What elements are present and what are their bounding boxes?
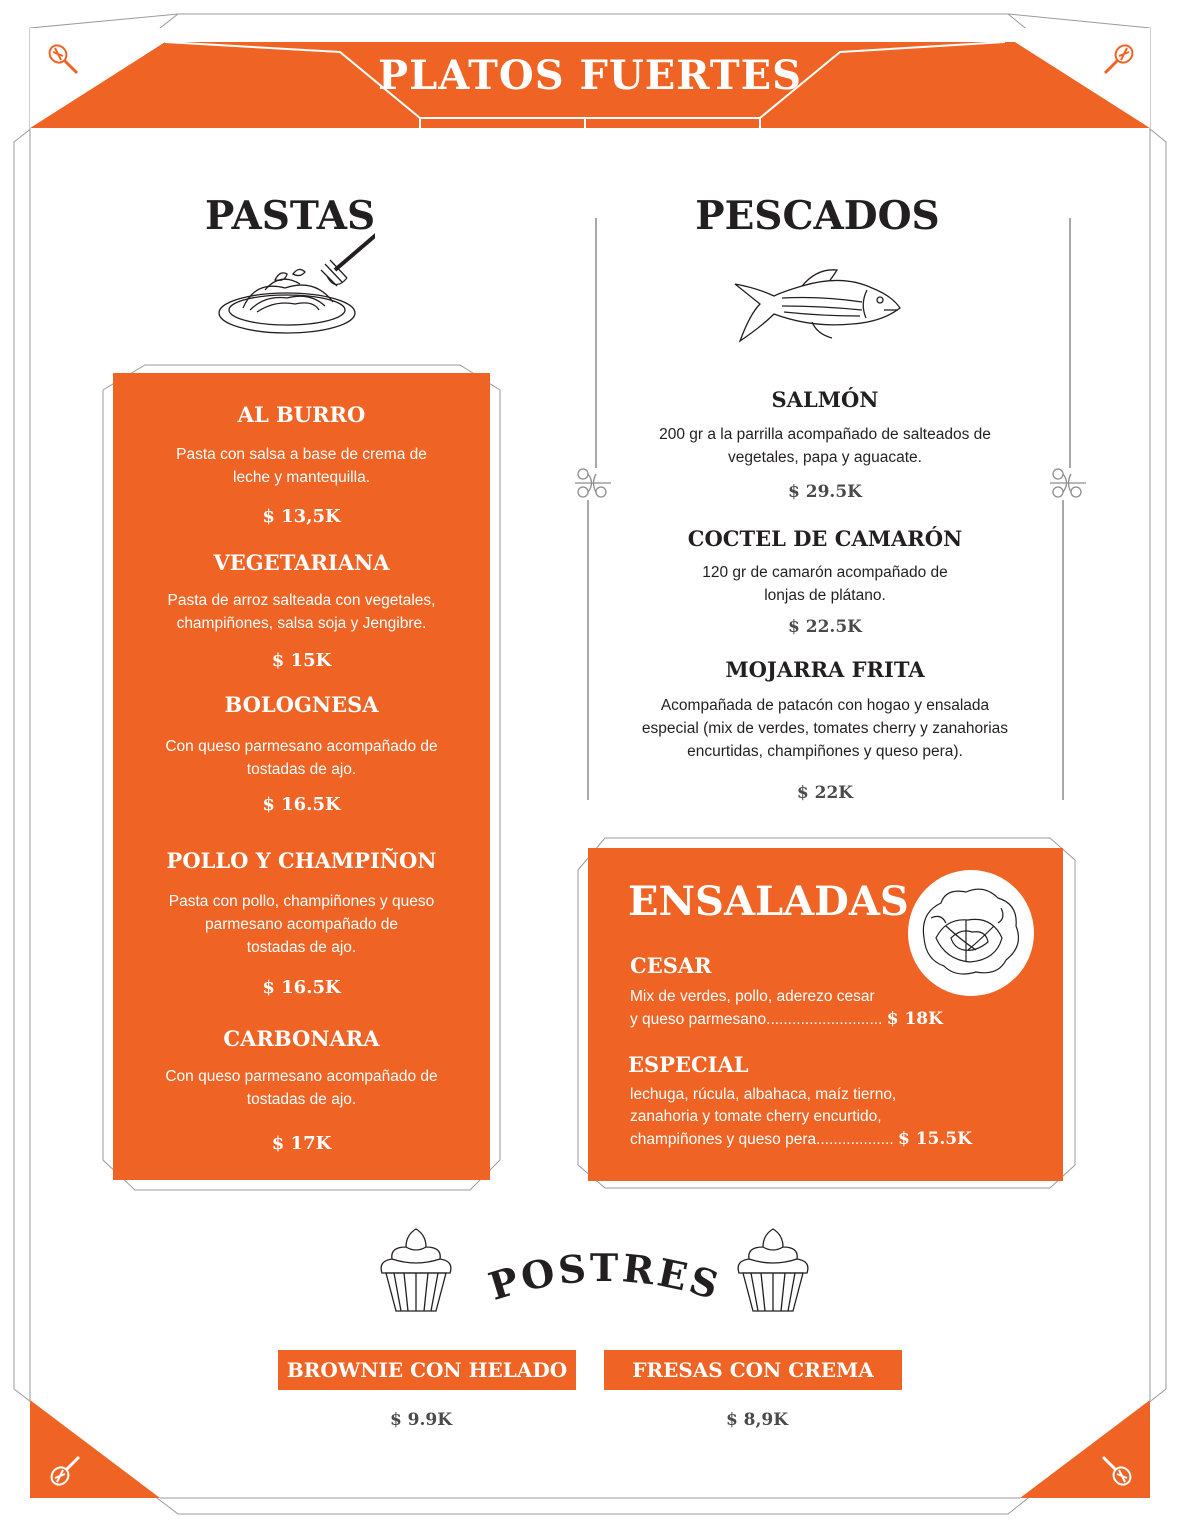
salad-desc-line: y queso parmesano........................... (630, 1011, 883, 1028)
fish-desc-line: 120 gr de camarón acompañado de (702, 564, 948, 581)
fish-name: COCTEL DE CAMARÓN (687, 526, 963, 551)
pasta-desc-line: tostadas de ajo. (246, 1091, 357, 1108)
pasta-name: BOLOGNESA (224, 692, 379, 717)
pasta-price: $ 15K (271, 650, 332, 671)
pasta-desc-line: Pasta con salsa a base de crema de (176, 446, 427, 463)
pasta-name: CARBONARA (223, 1026, 380, 1051)
pescados-title: PESCADOS (695, 193, 940, 239)
pasta-desc (113, 890, 490, 959)
salad-name: CESAR (630, 953, 712, 978)
salad-desc-line: lechuga, rúcula, albahaca, maíz tierno, (630, 1086, 897, 1103)
lettuce-icon (906, 868, 1036, 998)
pasta-desc-line: Pasta con pollo, champiñones y queso (168, 893, 435, 910)
pasta-price: $ 13,5K (262, 506, 341, 527)
pasta-desc-line: parmesano acompañado de (204, 916, 399, 933)
page-title: PLATOS FUERTES (378, 52, 802, 99)
fish-price: $ 22K (796, 783, 854, 803)
salad-desc-line: Mix de verdes, pollo, aderezo cesar (630, 988, 875, 1005)
pasta-desc-line: Pasta de arroz salteada con vegetales, (167, 592, 436, 609)
pasta-desc (113, 1065, 490, 1111)
fish-desc (620, 423, 1030, 469)
fish-price: $ 22.5K (788, 617, 862, 637)
pasta-desc-line: tostadas de ajo. (246, 939, 357, 956)
pasta-price: $ 17K (271, 1133, 332, 1154)
tennis-racket-icon (48, 1452, 84, 1488)
salad-desc (630, 1084, 972, 1151)
pasta-desc (113, 735, 490, 781)
salad-price: $ 18K (886, 1009, 943, 1029)
cupcake-icon (733, 1225, 813, 1315)
pasta-desc-line: leche y mantequilla. (233, 469, 370, 486)
tennis-racket-icon (46, 42, 82, 78)
ensaladas-title: ENSALADAS (628, 878, 909, 925)
fish-desc-line: vegetales, papa y aguacate. (728, 449, 922, 466)
fish-desc (620, 694, 1030, 763)
pasta-desc-line: champiñones, salsa soja y Jengibre. (176, 615, 427, 632)
salad-desc (630, 986, 943, 1031)
tennis-racket-icon (1098, 1452, 1134, 1488)
dessert-name: FRESAS CON CREMA (604, 1350, 902, 1390)
pasta-name: VEGETARIANA (213, 550, 390, 575)
postres-title-arc (475, 1240, 735, 1320)
pasta-name: POLLO Y CHAMPIÑON (166, 848, 437, 873)
pasta-price: $ 16.5K (262, 977, 341, 998)
pasta-desc-line: tostadas de ajo. (246, 761, 357, 778)
pasta-desc (113, 589, 490, 635)
dessert-name: BROWNIE CON HELADO (278, 1350, 576, 1390)
cupcake-icon (376, 1225, 456, 1315)
fish-name: SALMÓN (771, 387, 879, 412)
knot-ornament-icon (1048, 465, 1088, 505)
pasta-desc-line: Con queso parmesano acompañado de (165, 738, 438, 755)
postres-title: POSTRES (483, 1244, 727, 1309)
fish-price: $ 29.5K (788, 482, 862, 502)
pasta-desc-line: Con queso parmesano acompañado de (165, 1068, 438, 1085)
ensaladas-panel (588, 848, 1063, 1181)
salad-name: ESPECIAL (628, 1052, 749, 1077)
fish-name: MOJARRA FRITA (725, 657, 925, 682)
fish-desc-line: 200 gr a la parrilla acompañado de salteados de (659, 426, 991, 443)
tennis-racket-icon (1100, 42, 1136, 78)
salad-price: $ 15.5K (897, 1129, 972, 1149)
pastas-title: PASTAS (205, 193, 376, 239)
dessert-price: $ 8,9K (725, 1410, 789, 1430)
pasta-price: $ 16.5K (262, 794, 341, 815)
fish-desc-line: encurtidas, champiñones y queso pera). (687, 743, 963, 760)
fish-desc (620, 561, 1030, 607)
fish-desc-line: Acompañada de patacón con hogao y ensalada (660, 697, 990, 714)
salad-desc-line: zanahoria y tomate cherry encurtido, (630, 1108, 882, 1125)
pasta-desc (113, 443, 490, 489)
fish-desc-line: especial (mix de verdes, tomates cherry y zanahorias (641, 720, 1009, 737)
fish-icon (732, 266, 907, 346)
pastas-panel (113, 373, 490, 1180)
pasta-name: AL BURRO (237, 402, 366, 427)
svg-text:POSTRES (483, 1245, 726, 1309)
fork-pasta-plate-icon (215, 200, 375, 340)
dessert-price: $ 9.9K (389, 1410, 453, 1430)
fish-desc-line: lonjas de plátano. (764, 587, 886, 604)
knot-ornament-icon (573, 465, 613, 505)
salad-desc-line: champiñones y queso pera.................. (630, 1131, 894, 1148)
